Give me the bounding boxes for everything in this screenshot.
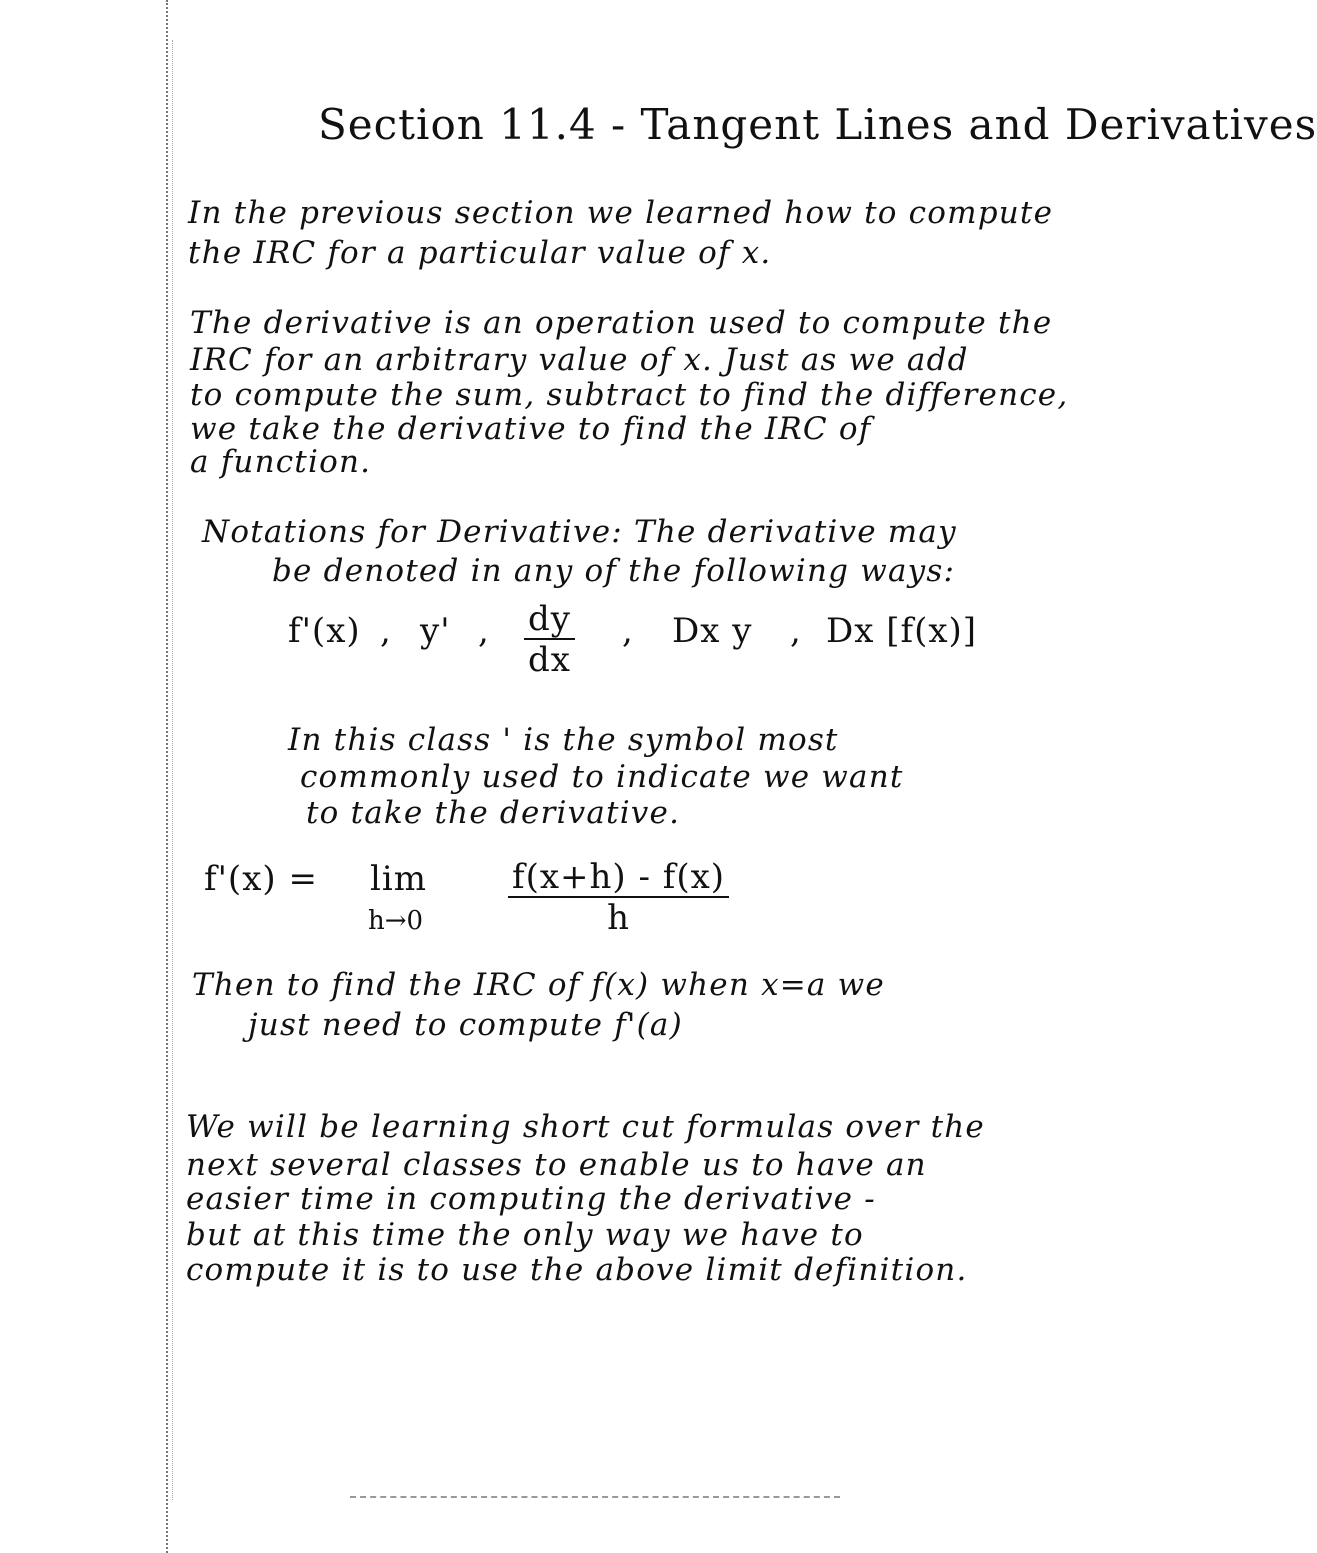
definition-line-4: we take the derivative to find the IRC of [190, 411, 872, 447]
page-title: Section 11.4 - Tangent Lines and Derivatives [318, 100, 1317, 149]
bottom-edge-dashes [350, 1496, 840, 1498]
closing-line-5: compute it is to use the above limit definition. [186, 1252, 968, 1288]
notation-dydx [524, 599, 575, 680]
dydx-denominator: dx [528, 640, 571, 680]
quotient-denominator: h [607, 898, 630, 938]
closing-line-4: but at this time the only way we have to [186, 1217, 864, 1253]
closing-line-1: We will be learning short cut formulas over the [186, 1109, 985, 1145]
intro-line-2: the IRC for a particular value of x. [188, 235, 772, 271]
limit-subscript: h→0 [368, 906, 424, 936]
left-margin-rule [166, 0, 168, 1553]
intro-line-1: In the previous section we learned how to compute [188, 195, 1054, 231]
definition-line-2: IRC for an arbitrary value of x. Just as we add [190, 342, 969, 378]
difference-quotient [508, 857, 729, 938]
notation-dx-y: Dx y [672, 611, 753, 651]
notation-separator: , [380, 611, 392, 651]
class-note-line-2: commonly used to indicate we want [300, 759, 904, 795]
definition-line-1: The derivative is an operation used to compute the [190, 305, 1053, 341]
closing-line-2: next several classes to enable us to have an [186, 1147, 927, 1183]
notation-separator: , [790, 611, 802, 651]
class-note-line-1: In this class ' is the symbol most [288, 722, 839, 758]
irc-note-line-1: Then to find the IRC of f(x) when x=a we [192, 967, 885, 1003]
limit-lhs: f'(x) = [204, 859, 318, 899]
notation-y-prime: y' [420, 611, 451, 651]
notation-separator: , [478, 611, 490, 651]
notation-dx-bracket: Dx [f(x)] [826, 611, 978, 651]
irc-note-line-2: just need to compute f'(a) [248, 1007, 683, 1043]
notation-f-prime: f'(x) [288, 611, 361, 651]
quotient-numerator: f(x+h) - f(x) [508, 860, 729, 898]
definition-line-5: a function. [190, 444, 372, 480]
notation-separator: , [622, 611, 634, 651]
left-margin-rule-secondary [172, 40, 173, 1500]
notations-line-1: Notations for Derivative: The derivative may [202, 514, 957, 550]
limit-lim: lim [370, 859, 427, 899]
closing-line-3: easier time in computing the derivative - [186, 1181, 876, 1217]
definition-line-3: to compute the sum, subtract to find the difference, [190, 377, 1069, 413]
dydx-numerator: dy [524, 602, 575, 640]
class-note-line-3: to take the derivative. [306, 795, 681, 831]
notations-line-2: be denoted in any of the following ways: [272, 553, 956, 589]
